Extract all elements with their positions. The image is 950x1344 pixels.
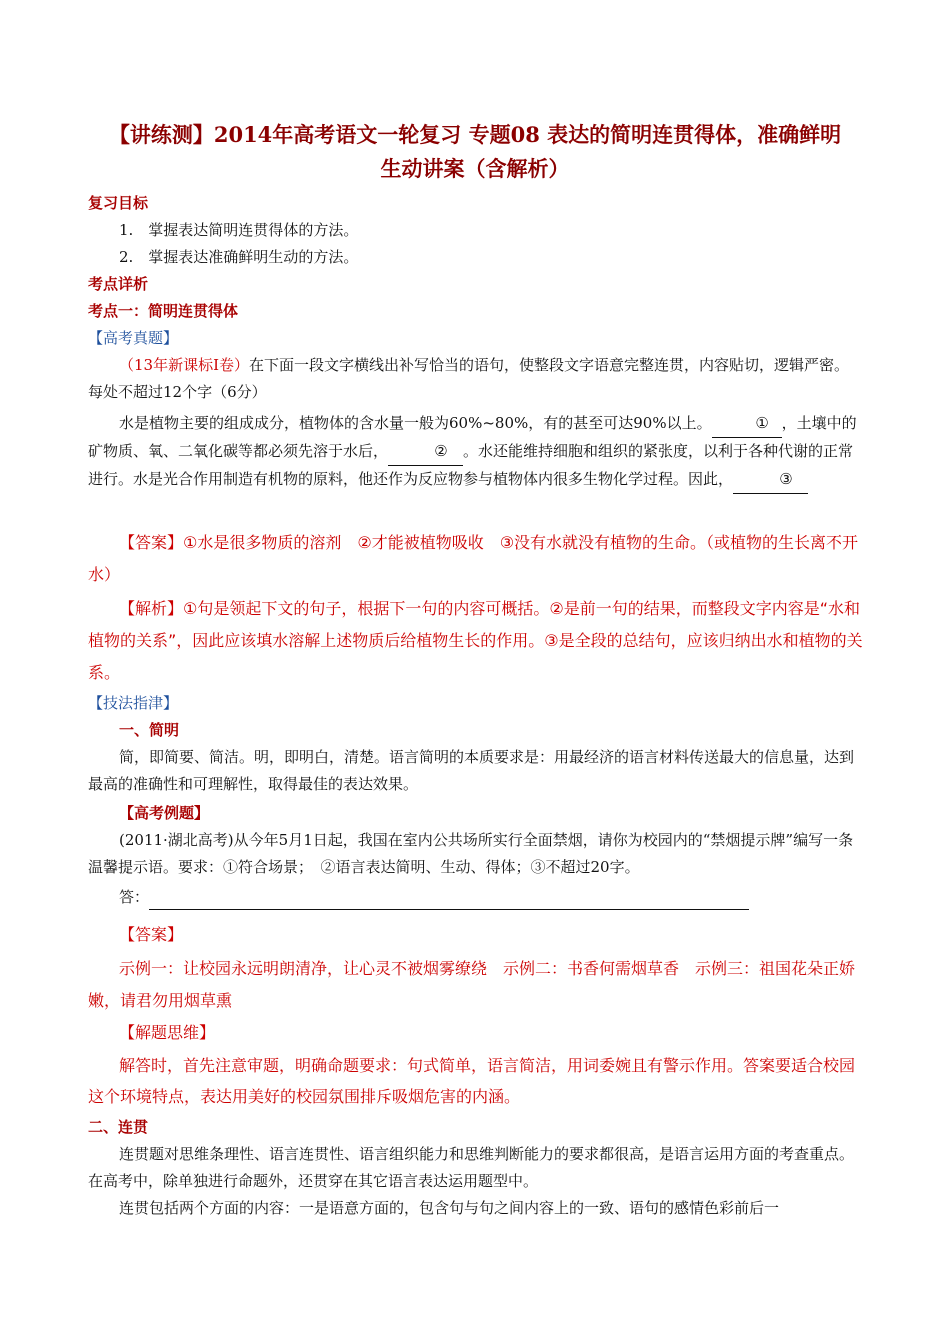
section-2-heading: 二、连贯 [88, 1118, 149, 1136]
exam-passage [88, 410, 863, 494]
blank-3: ③ [733, 466, 808, 494]
exam-analysis: 【解析】①句是领起下文的句子，根据下一句的内容可概括。②是前一句的结果，而整段文字内容是“水和植物的关系”，因此应该填水溶解上述物质后给植物生长的作用。③是全段的总结句，应该归纳出水和植物的关系。 [88, 599, 863, 682]
review-heading: 复习目标 [88, 194, 149, 212]
question-text: 在下面一段文字横线出补写恰当的语句，使整段文字语意完整连贯，内容贴切，逻辑严密。每处不超过12个字（6分） [88, 356, 850, 401]
thinking-tag: 【解题思维】 [119, 1023, 216, 1042]
section-1-text: 简，即简要、简洁。明，即明白，清楚。语言简明的本质要求是：用最经济的语言材料传送最大的信息量，达到最高的准确性和可理解性，取得最佳的表达效果。 [88, 748, 855, 793]
answer-prompt-line [119, 884, 894, 910]
example-tag: 【高考例题】 [119, 804, 210, 822]
passage-part-a: 水是植物主要的组成成分，植物体的含水量一般为60%~80%，有的甚至可达90%以上。 [119, 414, 712, 432]
exam-question [88, 352, 863, 406]
answer-blank-line [149, 893, 749, 910]
question-source: （13年新课标Ⅰ卷） [119, 356, 250, 374]
section-2-paragraph-2: 连贯包括两个方面的内容：一是语意方面的，包含句与句之间内容上的一致、语句的感情色彩前后一 [119, 1199, 780, 1217]
section-1-heading: 一、简明 [119, 721, 180, 739]
thinking-text: 解答时，首先注意审题，明确命题要求：句式简单，语言简洁，用词委婉且有警示作用。答案要适合校园这个环境特点，表达用美好的校园氛围排斥吸烟危害的内涵。 [88, 1056, 856, 1106]
title-line-2: 生动讲案（含解析） [380, 156, 570, 181]
passage-part-b: ，土壤中的矿物质、氧、二氧化碳等都必须先溶于水后， [88, 414, 857, 460]
blank-2: ② [388, 438, 463, 466]
document-title [70, 118, 880, 186]
example-question: (2011·湖北高考)从今年5月1日起，我国在室内公共场所实行全面禁烟，请你为校园内的“禁烟提示牌”编写一条温馨提示语。要求：①符合场景； ②语言表达简明、生动、得体；③不超过20字。 [88, 831, 854, 876]
answer-prompt: 答： [119, 888, 150, 906]
passage-part-c: 。水还能维持细胞和组织的紧张度，以利于各种代谢的正常进行。水是光合作用制造有机物的原料，他还作为反应物参与植物体内很多生物化学过程。因此， [88, 442, 854, 488]
section-2-paragraph-1: 连贯题对思维条理性、语言连贯性、语言组织能力和思维判断能力的要求都很高，是语言运用方面的考查重点。在高考中，除单独进行命题外，还贯穿在其它语言表达运用题型中。 [88, 1145, 855, 1190]
exam-answer: 【答案】①水是很多物质的溶剂 ②才能被植物吸收 ③没有水就没有植物的生命。（或植物的生长离不开水） [88, 533, 859, 584]
review-goal-2: 2. 掌握表达准确鲜明生动的方法。 [119, 248, 359, 266]
kaodian-heading: 考点详析 [88, 275, 149, 293]
example-answer-tag: 【答案】 [119, 925, 184, 944]
example-answer-text: 示例一：让校园永远明朗清净，让心灵不被烟雾缭绕 示例二：书香何需烟草香 示例三：祖国花朵正娇嫩，请君勿用烟草熏 [88, 959, 856, 1010]
point-1-heading: 考点一：简明连贯得体 [88, 302, 239, 320]
real-exam-tag: 【高考真题】 [88, 329, 179, 347]
title-line-1: 【讲练测】2014年高考语文一轮复习 专题08 表达的简明连贯得体，准确鲜明 [108, 122, 842, 147]
blank-1: ① [712, 410, 782, 438]
technique-tag: 【技法指津】 [88, 694, 179, 712]
review-goal-1: 1. 掌握表达简明连贯得体的方法。 [119, 221, 359, 239]
